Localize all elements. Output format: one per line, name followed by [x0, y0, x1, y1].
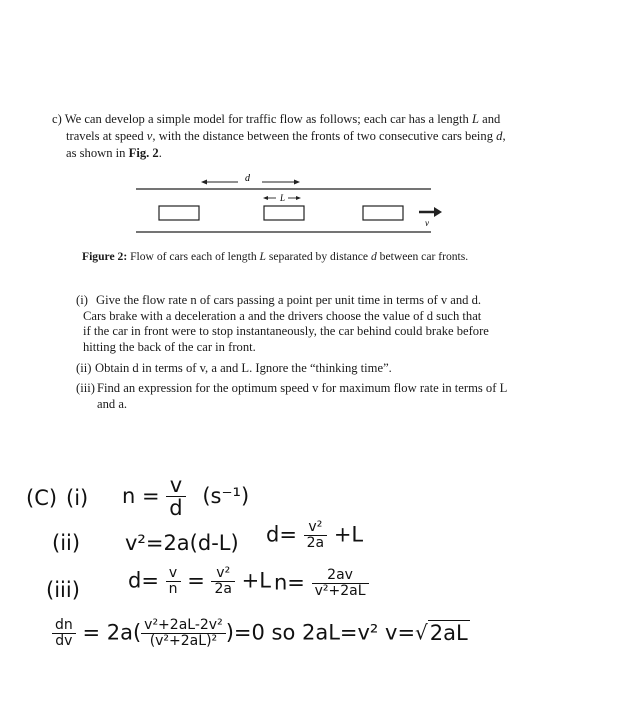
sqrt-symbol: √: [415, 620, 428, 645]
answer-iii-d-equation: d= $\frac{v}{n}$ = $\frac{\text{v²}}{2a}$ +L: [128, 565, 271, 597]
label-d: d: [245, 173, 250, 184]
answer-label-i: (i): [66, 486, 89, 510]
answer-label-c: (C): [26, 486, 58, 510]
question-iii: (iii) Find an expression for the optimum speed v for maximum flow rate in terms of L and a.: [76, 381, 508, 411]
problem-line-2: travels at speed v, with the distance between the fronts of two consecutive cars being d,: [66, 129, 506, 143]
label-L: L: [280, 193, 286, 203]
label-v: v: [425, 218, 429, 228]
question-ii: (ii) Obtain d in terms of v, a and L. Ignore the “thinking time”.: [76, 361, 392, 375]
problem-line-1: c) We can develop a simple model for traffic flow as follows; each car has a length L and: [52, 112, 501, 126]
figure-caption: Figure 2: Flow of cars each of length L separated by distance d between car fronts.: [82, 250, 469, 263]
question-i: (i) Give the flow rate n of cars passing a point per unit time in terms of v and d. Cars brake with a deceleration a and the drivers choose the value of d such that if the car in front were to stop instantaneously, the car behind could brake before hitting the back of the car in front.: [76, 293, 489, 354]
answer-iii-n-equation: n= $\frac{2av}{\text{v²+2aL}}$: [274, 568, 369, 599]
answer-derivative-equation: $\frac{dn}{dv}$ = 2a( $\frac{\text{v²+2aL-2v²}}{\text{(v²+2aL)²}}$ )=0 so 2aL=v² v=√2aL: [52, 618, 470, 649]
car-3: [363, 206, 403, 220]
sqrt-radicand: 2aL: [429, 620, 468, 645]
car-2: [264, 206, 304, 220]
answer-label-ii: (ii): [52, 531, 81, 555]
traffic-flow-figure: [0, 0, 633, 250]
answer-label-iii: (iii): [46, 578, 80, 602]
problem-line-3: as shown in Fig. 2.: [66, 146, 162, 160]
answer-ii-kinematic: v²=2a(d-L): [125, 531, 239, 555]
d-arrowhead-left: [201, 180, 207, 185]
d-arrowhead-right: [294, 180, 300, 185]
car-1: [159, 206, 199, 220]
answer-i-equation: n = $\frac{v}{d}$ (s⁻¹): [122, 473, 250, 521]
L-arrowhead-right: [296, 196, 301, 200]
answer-ii-equation: d= $\frac{\text{v²}}{2a}$ +L: [266, 519, 364, 551]
L-arrowhead-left: [263, 196, 268, 200]
velocity-arrowhead: [434, 207, 442, 217]
